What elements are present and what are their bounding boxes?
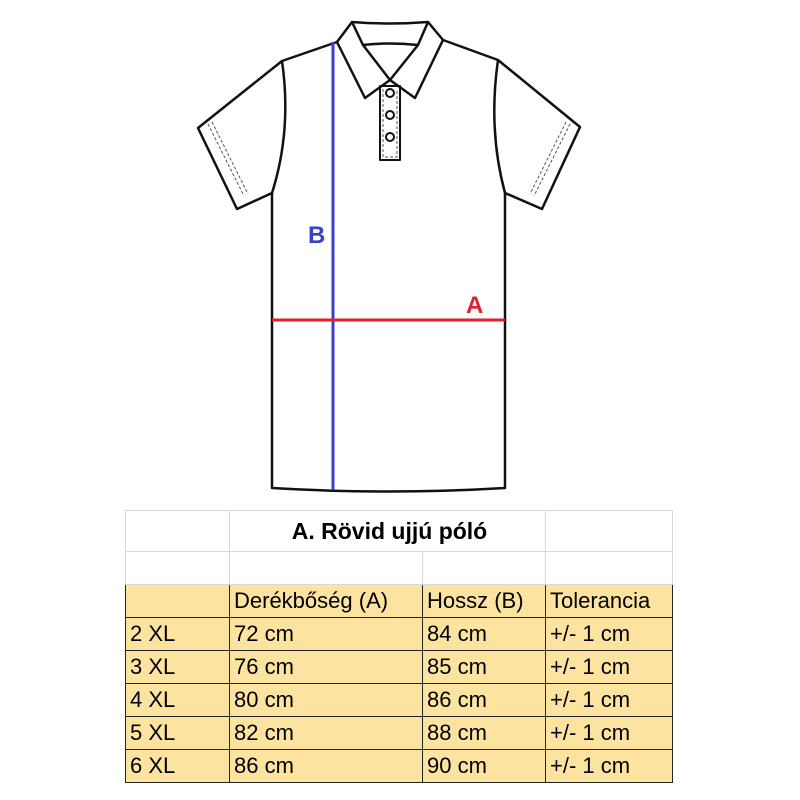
shirt-outline <box>198 40 580 492</box>
table-row: 6 XL 86 cm 90 cm +/- 1 cm <box>126 750 673 783</box>
header-tolerance: Tolerancia <box>546 585 673 618</box>
size-table <box>125 510 673 783</box>
table-title: A. Rövid ujjú póló <box>230 511 546 552</box>
table-row: 3 XL 76 cm 85 cm +/- 1 cm <box>126 651 673 684</box>
table-header <box>126 585 673 618</box>
armhole-left <box>272 61 285 193</box>
armhole-right <box>494 60 505 193</box>
collar-band <box>352 22 428 45</box>
label-a: A <box>466 292 484 319</box>
table-row: 4 XL 80 cm 86 cm +/- 1 cm <box>126 684 673 717</box>
header-waist: Derékbőség (A) <box>230 585 423 618</box>
table-row: 2 XL 72 cm 84 cm +/- 1 cm <box>126 618 673 651</box>
buttons <box>386 89 394 141</box>
table-row: 5 XL 82 cm 88 cm +/- 1 cm <box>126 717 673 750</box>
label-b: B <box>308 222 326 249</box>
header-length: Hossz (B) <box>423 585 546 618</box>
